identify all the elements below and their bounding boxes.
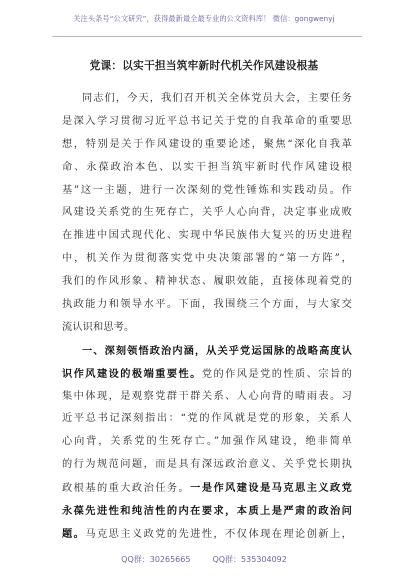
- footer-qq-group-2: QQ群：535304092: [212, 555, 287, 564]
- paragraph1-line: 基”这一主题，进行一次深刻的党性锤炼和实践动员。作: [62, 184, 352, 196]
- paragraph2-line: [62, 363, 352, 386]
- paragraph1-line: 执政能力和领导水平。下面，我围绕三个方面，与大家交: [62, 299, 352, 311]
- paragraph2-line: 心向背，关系党的生死存亡。”加强作风建设，绝非简单: [62, 436, 352, 448]
- paragraph1-line: 流认识和思考。: [62, 321, 135, 333]
- paragraph1-line: 我们的作风形象、精神状态、履职效能，直接体现着党的: [62, 276, 352, 288]
- document-body: [62, 88, 352, 546]
- paragraph2-text: 政根基的重大政治任务。: [62, 483, 191, 495]
- footer-qq-group-1: QQ群：30265665: [121, 555, 191, 564]
- footer-qq: [0, 554, 408, 565]
- paragraph1-line: 同志们，今天，我们召开机关全体党员大会，主要任务: [82, 93, 352, 104]
- paragraph1-line: 中，机关作为贯彻落实党中央决策部署的“第一方阵”，: [62, 253, 352, 265]
- paragraph2-line: 集中体现，是观察党群干群关系、人心向背的晴雨表。习: [62, 390, 352, 402]
- paragraph1-line: 在推进中国式现代化、实现中华民族伟大复兴的历史进程: [62, 230, 352, 242]
- paragraph1-line: 命、永葆政治本色、以实干担当筑牢新时代作风建设根: [62, 161, 352, 173]
- document-title: 党课：以实干担当筑牢新时代机关作风建设根基: [89, 60, 319, 72]
- paragraph1-line: 风建设关系党的生死存亡，关乎人心向背，决定事业成败: [62, 207, 352, 219]
- header-promo: 关注头条号“公文研究”，获得最新最全最专业的公文资料库！ 微信：gongwenyj: [73, 14, 335, 23]
- emphasis-line: 永葆先进性和纯洁性的内在要求，本质上是严肃的政治问: [62, 505, 352, 518]
- paragraph2-line: [62, 523, 352, 546]
- paragraph2-text: 党的作风是党的性质、宗旨的: [201, 368, 352, 380]
- header-divider: [52, 36, 362, 37]
- section-heading: 一、深刻领悟政治内涵，从关乎党运国脉的战略高度认: [82, 344, 352, 357]
- paragraph1-line: 是深入学习贯彻习近平总书记关于党的自我革命的重要思: [62, 115, 352, 127]
- emphasis-text: 题。: [62, 527, 86, 540]
- emphasis-text: 一是作风建设是马克思主义政党: [190, 482, 352, 495]
- paragraph2-line: [62, 477, 352, 500]
- paragraph1-line: 想，特别是关于作风建设的重要论述，聚焦“深化自我革: [62, 138, 352, 150]
- paragraph2-line: 近平总书记深刻指出：“党的作风就是党的形象，关系人: [62, 413, 352, 425]
- paragraph2-line: 的行为规范问题，而是具有深远政治意义、关乎党长期执: [62, 459, 352, 471]
- section-heading-cont: 识作风建设的极端重要性。: [62, 367, 202, 380]
- paragraph2-text: 马克思主义政党的先进性，不仅体现在理论创新上，: [85, 528, 352, 540]
